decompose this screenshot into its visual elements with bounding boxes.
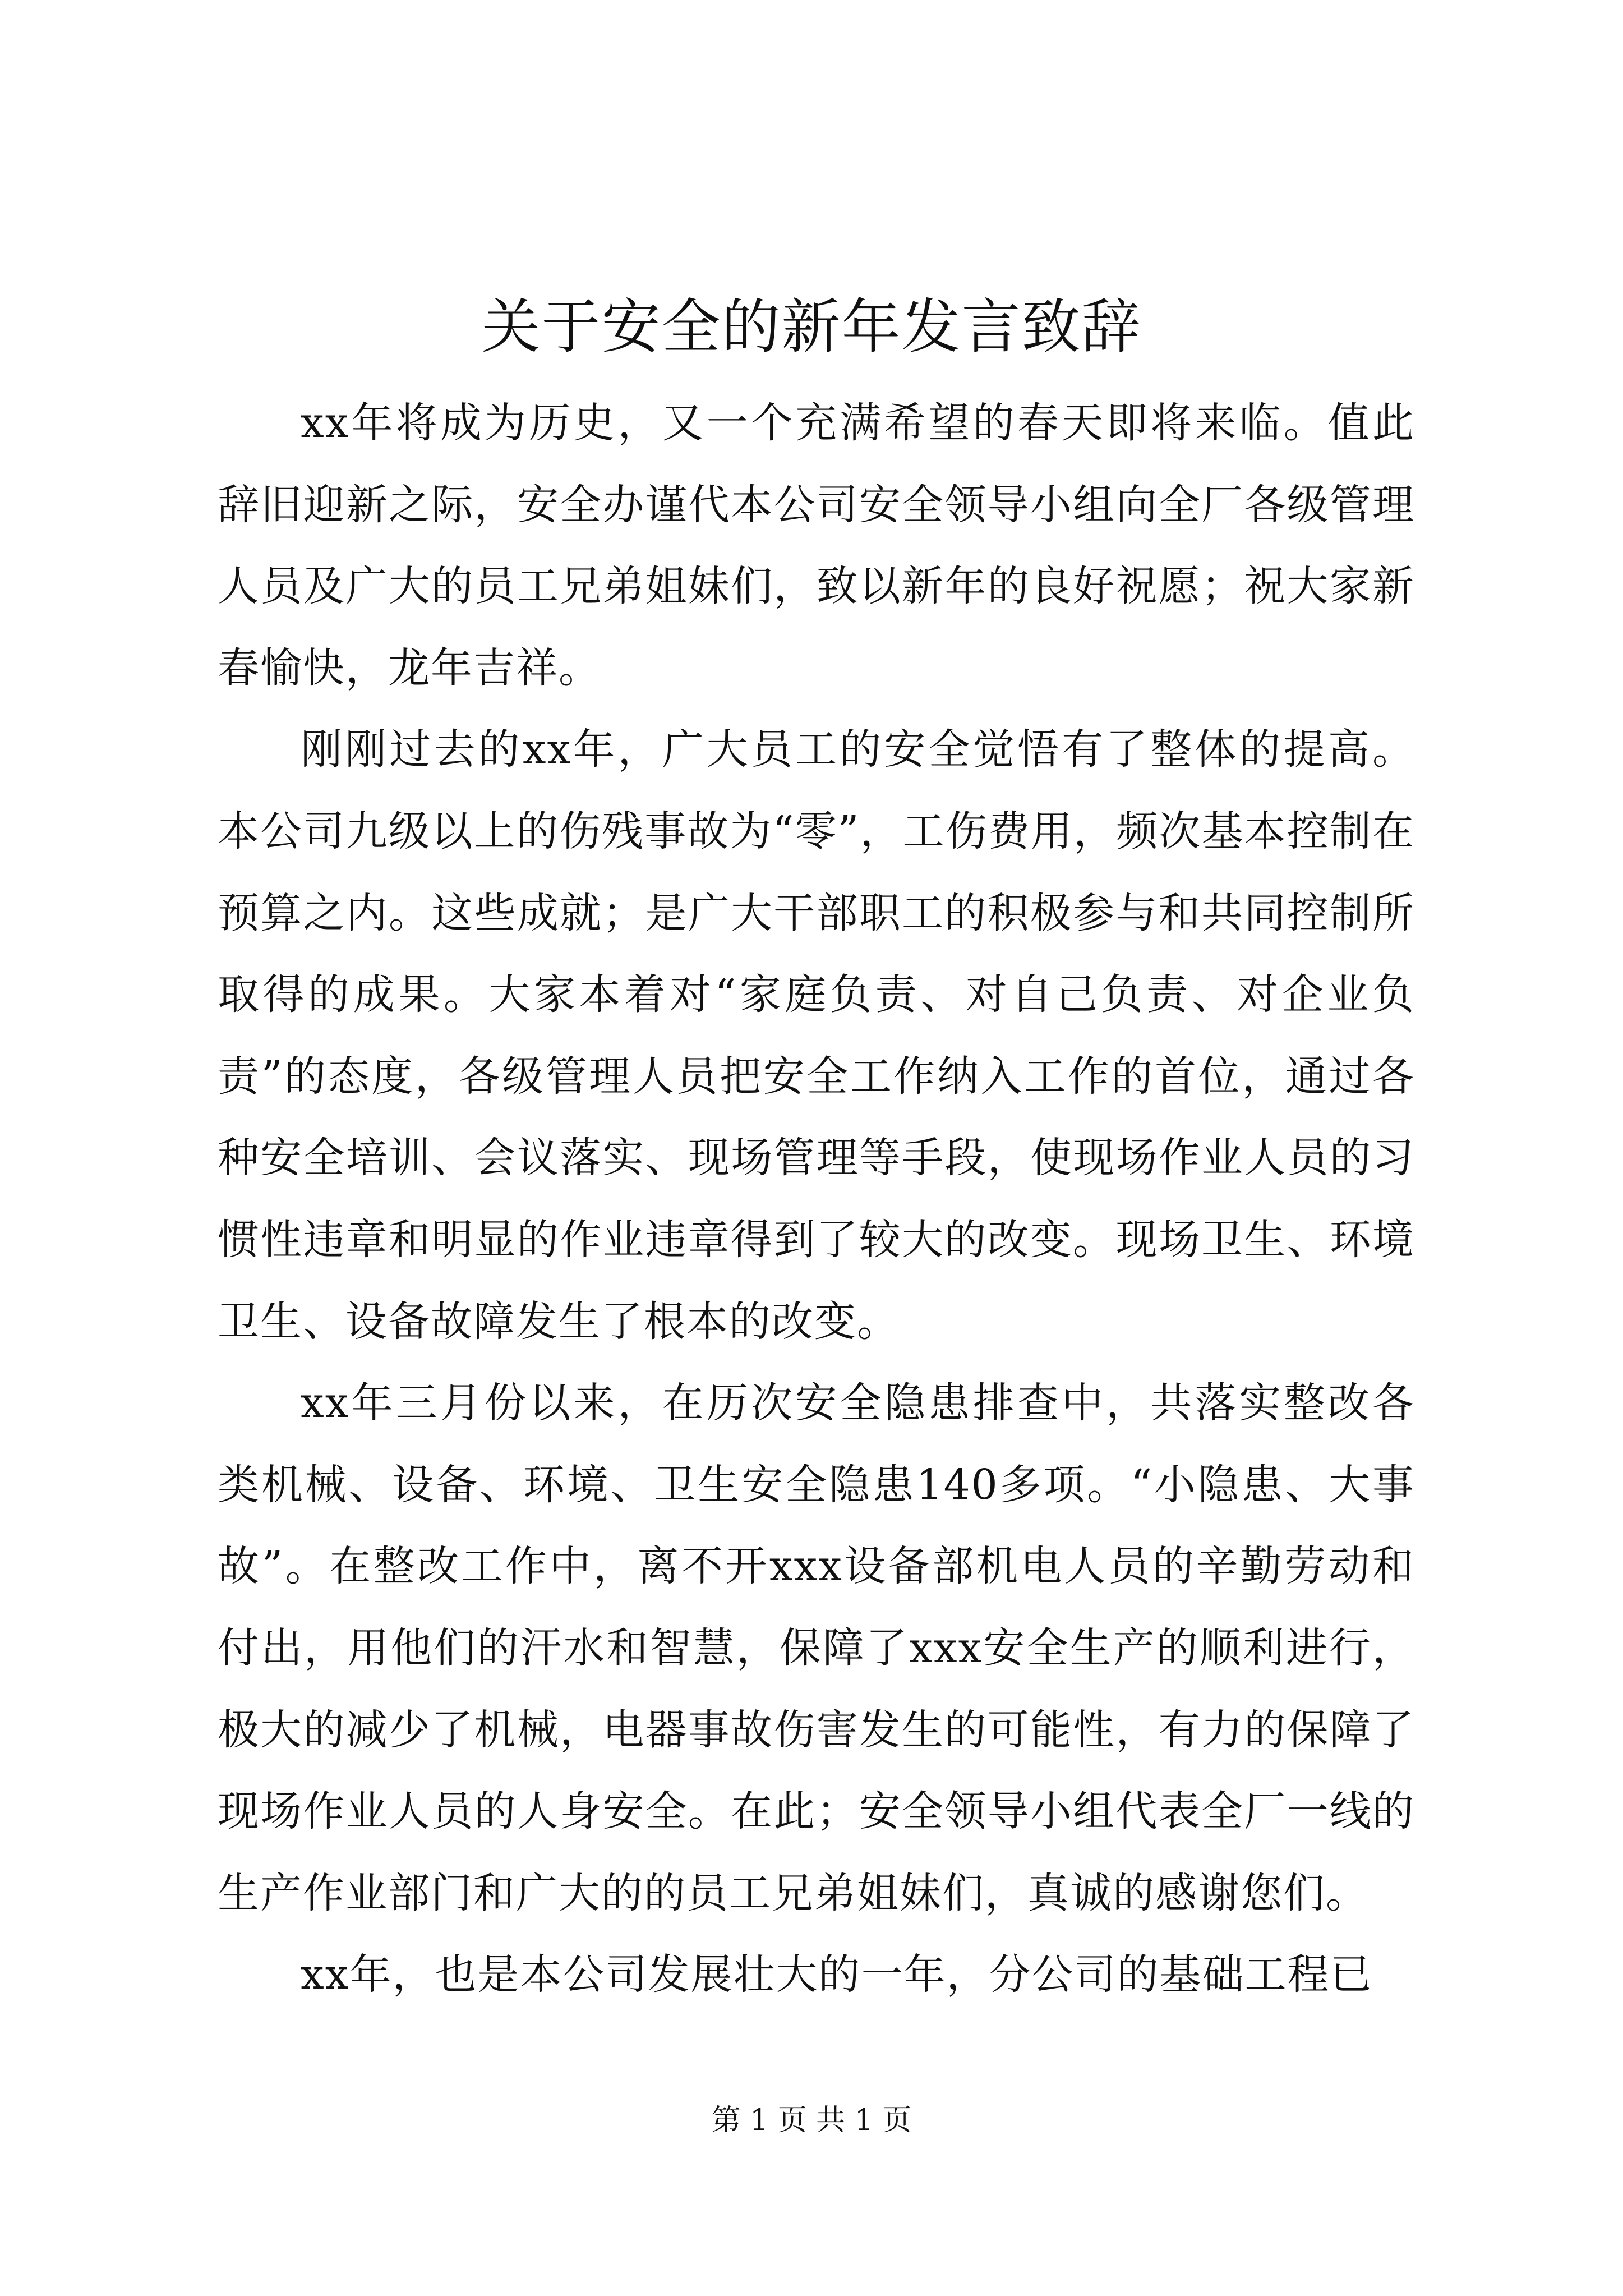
paragraph-2: 刚刚过去的xx年，广大员工的安全觉悟有了整体的提高。本公司九级以上的伤残事故为“零”，工伤费用，频次基本控制在预算之内。这些成就；是广大干部职工的积极参与和共同控制所取得的成果。大家本着对“家庭负责、对自己负责、对企业负责”的态度，各级管理人员把安全工作纳入工作的首位，通过各种安全培训、会议落实、现场管理等手段，使现场作业人员的习惯性违章和明显的作业违章得到了较大的改变。现场卫生、环境卫生、设备故障发生了根本的改变。 bbox=[218, 725, 1415, 1346]
paragraph-1: xx年将成为历史，又一个充满希望的春天即将来临。值此辞旧迎新之际，安全办谨代本公司安全领导小组向全厂各级管理人员及广大的员工兄弟姐妹们，致以新年的良好祝愿；祝大家新春愉快，龙年吉祥。 bbox=[218, 399, 1415, 692]
paragraph-3: xx年三月份以来，在历次安全隐患排查中，共落实整改各类机械、设备、环境、卫生安全隐患140多项。“小隐患、大事故”。在整改工作中，离不开xxx设备部机电人员的辛勤劳动和付出，用他们的汗水和智慧，保障了xxx安全生产的顺利进行，极大的减少了机械，电器事故伤害发生的可能性，有力的保障了现场作业人员的人身安全。在此；安全领导小组代表全厂一线的生产作业部门和广大的的员工兄弟姐妹们，真诚的感谢您们。 bbox=[218, 1379, 1415, 1917]
page-footer: 第 1 页 共 1 页 bbox=[711, 2104, 912, 2137]
document-title: 关于安全的新年发言致辞 bbox=[481, 293, 1142, 361]
paragraph-4: xx年，也是本公司发展壮大的一年，分公司的基础工程已 bbox=[301, 1950, 1373, 1999]
document-body bbox=[218, 383, 1415, 2016]
